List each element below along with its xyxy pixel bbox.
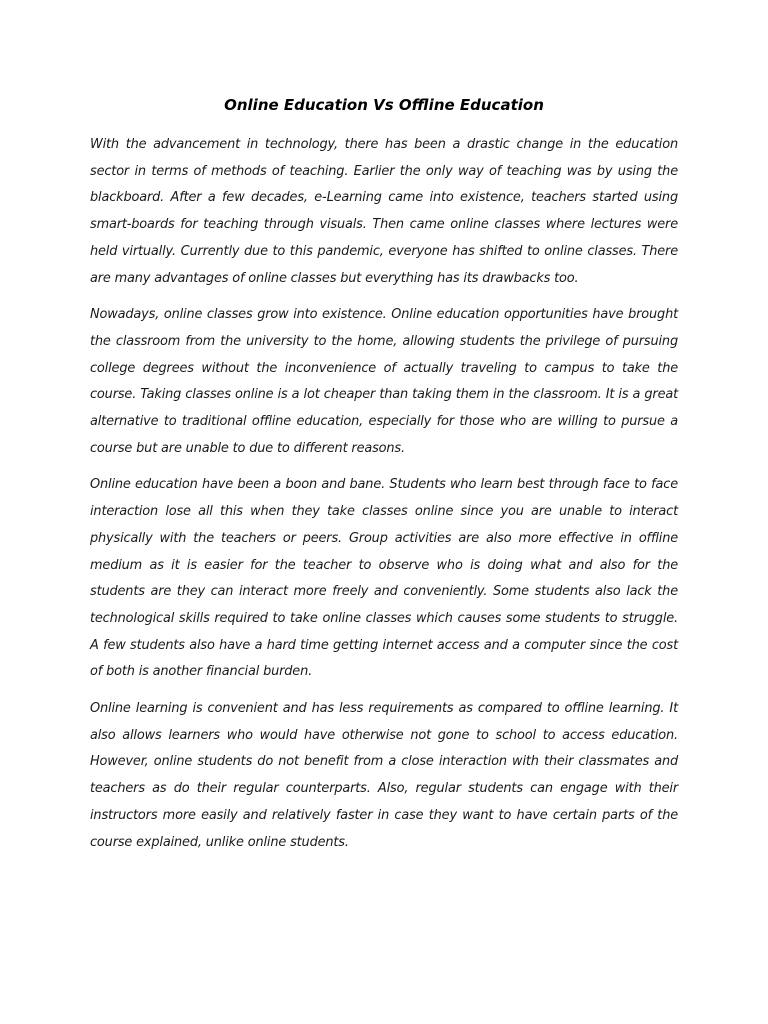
paragraph-3: Online education have been a boon and bane. Students who learn best through face to face interaction lose all this when they take classes online since you are unable to interact physically with the teachers or peers. Group activities are also more effective in offline medium as it is easier for the teacher to observe who is doing what and also for the students are they can interact more freely and conveniently. Some students also lack the technological skills required to take online classes which causes some students to struggle. A few students also have a hard time getting internet access and a computer since the cost of both is another financial burden. — [90, 477, 678, 680]
paragraph-2: Nowadays, online classes grow into existence. Online education opportunities have brought the classroom from the university to the home, allowing students the privilege of pursuing college degrees without the inconvenience of actually traveling to campus to take the course. Taking classes online is a lot cheaper than taking them in the classroom. It is a great alternative to traditional offline education, especially for those who are willing to pursue a course but are unable to due to different reasons. — [90, 307, 678, 456]
document-title: Online Education Vs Offline Education — [224, 96, 544, 114]
paragraph-4: Online learning is convenient and has less requirements as compared to offline learning. It also allows learners who would have otherwise not gone to school to access education. However, online students do not benefit from a close interaction with their classmates and teachers as do their regular counterparts. Also, regular students can engage with their instructors more easily and relatively faster in case they want to have certain parts of the course explained, unlike online students. — [90, 701, 678, 850]
paragraph-1: With the advancement in technology, there has been a drastic change in the education sector in terms of methods of teaching. Earlier the only way of teaching was by using the blackboard. After a few decades, e-Learning came into existence, teachers started using smart-boards for teaching through visuals. Then came online classes where lectures were held virtually. Currently due to this pandemic, everyone has shifted to online classes. There are many advantages of online classes but everything has its drawbacks too. — [90, 137, 678, 286]
document-body — [90, 132, 678, 866]
